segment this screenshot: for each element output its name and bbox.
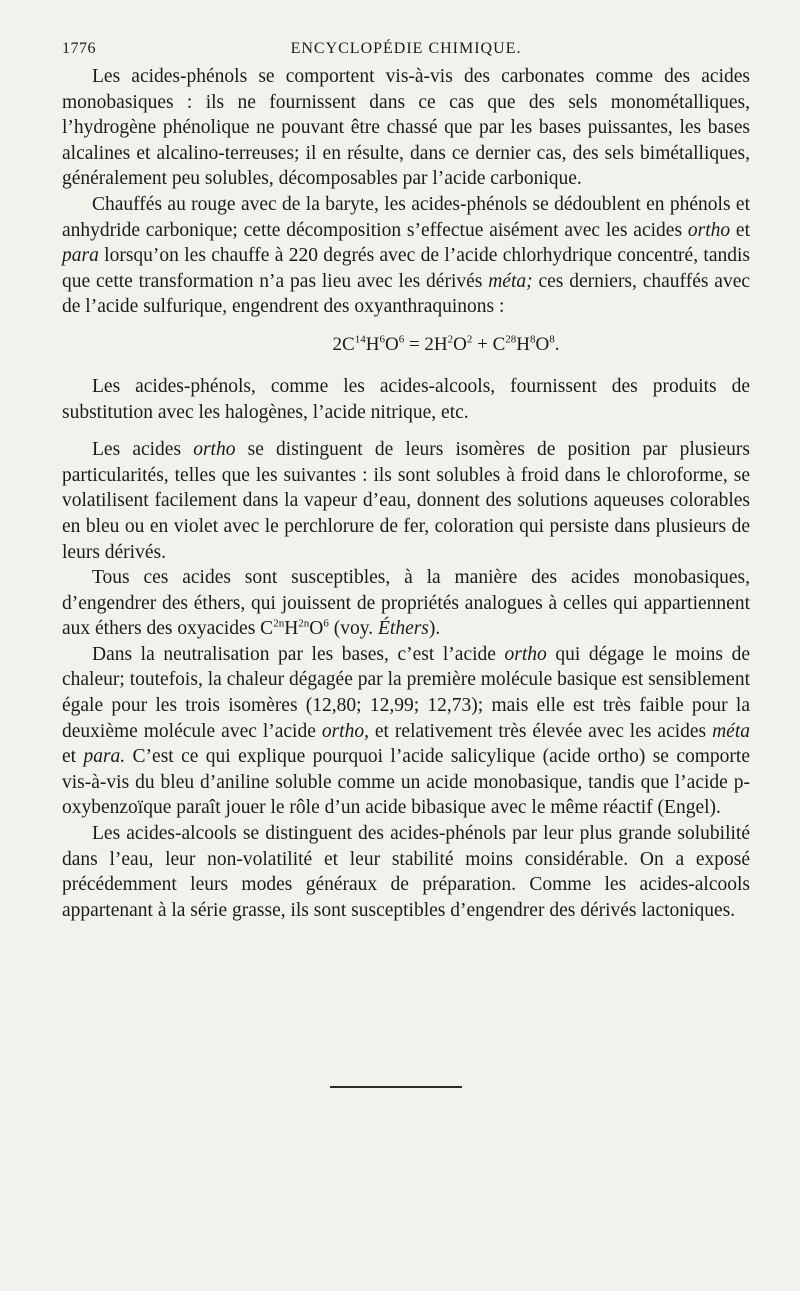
italic-term: ortho [687,219,731,241]
paragraph-text: Dans la neutralisation par les bases, c’est l’acide [92,643,505,665]
paragraph-text: H [284,618,299,640]
formula-superscript: 6 [398,333,405,346]
paragraph-text: lorsqu’on les chauffe à 220 degrés avec de l’acide chlorhydrique concentré, tandis que cette transformation n’a pas lieu avec les dérivés [62,245,750,292]
paragraph-ortho-isomers [62,437,750,565]
italic-term: para [62,245,99,267]
paragraph-text: et relativement très élevée avec les acides [368,720,713,742]
chemical-formula [62,332,750,358]
paragraph-ethers [62,565,750,642]
body-text [62,64,750,923]
paragraph-text: (voy. [328,618,378,640]
italic-term: ortho [504,643,547,665]
formula-text: H [365,333,380,355]
document-page [62,36,750,923]
paragraph-text: se distinguent de leurs isomères de position par plusieurs particularités, telles que les suivantes : ils sont solubles à froid dans le chloroforme, se volatilisent facilement dans la vapeur d’eau, donnent des solutions aqueuses colorables en bleu ou en violet avec le perchlorure de fer, coloration qui persiste dans plusieurs de leurs dérivés. [62,439,750,563]
formula-text: + C [472,333,506,355]
formula-text: O [384,333,399,355]
paragraph-text: et [730,219,751,241]
page-header [62,36,750,64]
formula-text: = 2H [404,333,448,355]
formula-text: 2C [332,333,355,355]
paragraph-text: Chauffés au rouge avec de la baryte, les acides-phénols se dédoublent en phénols et anhydride carbonique; cette décomposition s’effectue aisément avec les acides [62,193,750,241]
italic-term: para. [83,746,126,768]
formula-text: O [535,333,550,355]
italic-term: méta; [488,270,533,292]
formula-superscript: 6 [379,333,385,346]
running-title: ENCYCLOPÉDIE CHIMIQUE. [290,40,522,57]
formula-text: O [453,333,467,355]
paragraph-text: qui dégage le moins de chaleur; toutefois, la chaleur dégagée par la première molécule basique est sensiblement égale pour les trois isomères (12,80; 12,99; 12,73); mais elle est très faible pour la deuxième molécule avec l’acide [62,643,750,742]
paragraph-text: et [62,746,84,768]
paragraph-carbonates: Les acides-phénols se comportent vis-à-vis des carbonates comme des acides monobasiques : ils ne fournissent dans ce cas que des sels monométalliques, l’hydrogène phénolique ne pouvant être chassé que par les bases puissantes, les bases alcalines et alcalino-terreuses; il en résulte, dans ce dernier cas, des sels bimétalliques, généralement peu solubles, décomposables par l’acide carbonique. [62,66,750,190]
formula-superscript: 2 [466,333,473,346]
italic-term: ortho, [321,720,369,742]
italic-term: Éthers [377,618,429,640]
formula-superscript: 14 [354,333,366,346]
paragraph-text: ). [428,618,441,640]
formula-superscript: 28 [505,333,517,346]
formula-text: H [516,333,530,355]
paragraph-neutralisation [62,642,750,821]
paragraph-text: O [309,618,324,640]
paragraph-text: Tous ces acides sont susceptibles, à la manière des acides monobasiques, d’engendrer des éthers, qui jouissent de propriétés analogues à celles qui appartiennent aux éthers des oxyacides C [62,567,750,640]
formula-superscript: 8 [529,333,536,346]
formula-superscript: 6 [323,617,329,630]
paragraph-text: ces derniers, chauffés avec de l’acide sulfurique, engendrent des oxyanthraquinons : [62,270,751,318]
paragraph-acides-alcools: Les acides-alcools se distinguent des acides-phénols par leur plus grande solubilité dans l’eau, leur non-volatilité et leur stabilité moins considérable. On a exposé précédemment leurs modes généraux de préparation. Comme les acides-alcools appartenant à la série grasse, ils sont susceptibles d’engendrer des dérivés lactoniques. [62,823,750,921]
formula-superscript: 2 [447,333,454,346]
page-number: 1776 [62,40,96,57]
paragraph-substitution: Les acides-phénols, comme les acides-alcools, fournissent des produits de substitution avec les halogènes, l’acide nitrique, etc. [62,375,750,423]
formula-superscript: 8 [549,333,555,346]
paragraph-baryte [62,192,750,320]
formula-superscript: 2n [273,617,285,630]
formula-text: . [554,333,560,355]
formula-superscript: 2n [298,617,310,630]
section-divider [330,1086,462,1088]
italic-term: ortho [193,439,236,461]
paragraph-text: C’est ce qui explique pourquoi l’acide salicylique (acide ortho) se comporte vis-à-vis du bleu d’aniline soluble comme un acide monobasique, tandis que l’acide p-oxybenzoïque paraît jouer le rôle d’un acide bibasique avec le même réactif (Engel). [62,746,750,819]
paragraph-text: Les acides [92,439,194,461]
italic-term: méta [712,720,750,742]
